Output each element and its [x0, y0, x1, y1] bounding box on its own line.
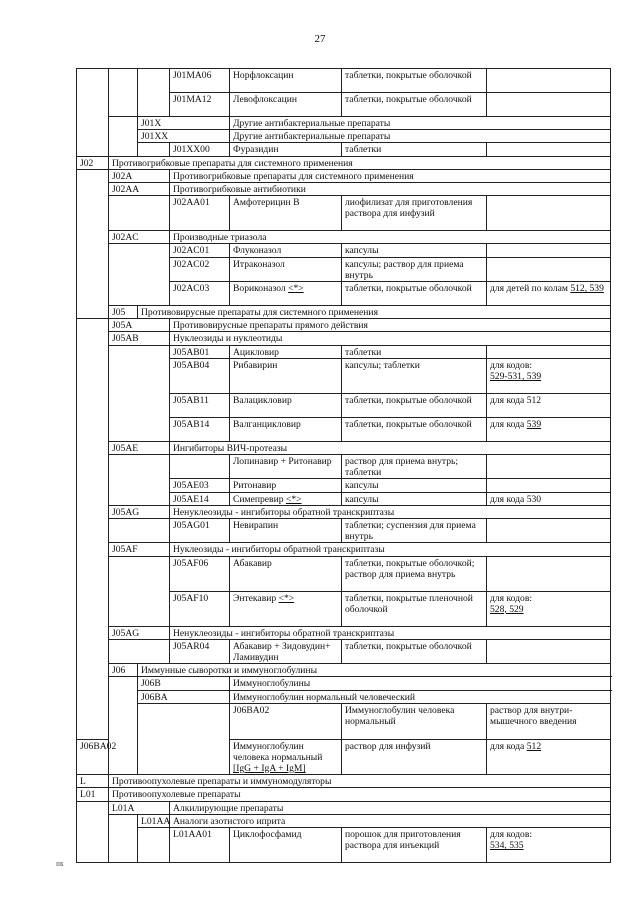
drug-name: Циклофосфамид	[230, 827, 342, 862]
dosage-form: капсулы; раствор для приема внутрь	[342, 257, 487, 281]
table-row	[77, 244, 611, 257]
drug-name: Итраконазол	[230, 257, 342, 281]
atc-code: J02AC01	[170, 244, 230, 257]
drug-name: Невирапин	[230, 519, 342, 543]
drug-table	[76, 68, 611, 863]
table-row	[77, 441, 611, 454]
group-code: J05AG	[109, 505, 170, 518]
atc-code: J05AB04	[170, 358, 230, 393]
level1-cell	[77, 69, 109, 157]
note	[487, 69, 611, 93]
dosage-form: лиофилизат для приготовления раствора для инфузий	[342, 196, 487, 231]
note	[487, 257, 611, 281]
drug-name: Норфлоксацин	[230, 69, 342, 93]
table-row	[77, 231, 611, 244]
dosage-form: таблетки, покрытые оболочкой	[342, 639, 487, 663]
level2-cell	[109, 345, 170, 441]
group-name: Иммуноглобулины	[230, 677, 611, 690]
table-row	[77, 455, 611, 479]
atc-code: J02AA01	[170, 196, 230, 231]
group-code: J02AA	[109, 183, 170, 196]
table-row	[77, 677, 611, 690]
dosage-form: таблетки; суспензия для приема внутрь	[342, 519, 487, 543]
note	[487, 196, 611, 231]
atc-code: J05AF10	[170, 591, 230, 626]
dosage-form: таблетки, покрытые пленочной оболочкой	[342, 591, 487, 626]
footer-mark: ІІБ	[56, 862, 64, 868]
drug-name: Вориконазол <*>	[230, 282, 342, 306]
atc-code: J02AC03	[170, 282, 230, 306]
note: для кодов: 534, 535	[487, 827, 611, 862]
dosage-form: таблетки	[342, 143, 487, 156]
page-number: 27	[314, 33, 326, 45]
group-code: J05AG	[109, 626, 170, 639]
note: для детей по колам 512, 539	[487, 282, 611, 306]
group-code: J02AC	[109, 231, 170, 244]
atc-code	[170, 455, 230, 479]
table-row	[77, 169, 611, 182]
level3-cell	[138, 143, 170, 156]
level1-cell	[77, 801, 109, 862]
group-name: Ненуклеозиды - ингибиторы обратной транскриптазы	[170, 626, 611, 639]
group-name: Другие антибактериальные препараты	[230, 117, 611, 130]
atc-code: J06BA02	[77, 739, 109, 775]
group-code: J05AF	[109, 543, 170, 556]
atc-code: J05AF06	[170, 556, 230, 591]
level3-cell	[138, 827, 170, 862]
drug-name: Абакавир	[230, 556, 342, 591]
group-name: Противогрибковые препараты для системного применения	[109, 156, 611, 169]
group-code: J01XX	[138, 130, 230, 143]
table-row	[77, 306, 611, 319]
group-name: Противовирусные препараты прямого действия	[170, 319, 611, 332]
table-row	[77, 130, 611, 143]
dosage-form: таблетки, покрытые оболочкой	[342, 93, 487, 117]
dosage-form: таблетки, покрытые оболочкой	[342, 417, 487, 441]
level2-cell	[109, 244, 170, 306]
drug-name: Валацикловир	[230, 393, 342, 417]
dosage-form: капсулы	[342, 492, 487, 505]
group-code: J05A	[109, 319, 170, 332]
group-name: Иммуноглобулин нормальный человеческий	[230, 690, 611, 703]
drug-name: Левофлоксацин	[230, 93, 342, 117]
table-row	[77, 788, 611, 801]
level2-cell	[109, 519, 170, 543]
group-code: J06BA	[138, 690, 230, 703]
drug-name: Рибавирин	[230, 358, 342, 393]
table-row	[77, 543, 611, 556]
table-row	[77, 639, 611, 663]
table-row	[77, 143, 611, 156]
atc-code: J05AE14	[170, 492, 230, 505]
drug-name: Фуразидин	[230, 143, 342, 156]
dosage-form: капсулы	[342, 244, 487, 257]
drug-name: Симепревир <*>	[230, 492, 342, 505]
atc-code: J05AG01	[170, 519, 230, 543]
atc-code: J05AB01	[170, 345, 230, 358]
level2-cell	[138, 703, 230, 774]
dosage-form: раствор для инфузий	[342, 739, 487, 775]
drug-name: Флуконазол	[230, 244, 342, 257]
group-name: Нуклеозиды и нуклеотиды	[170, 332, 611, 345]
dosage-form: таблетки, покрытые оболочкой; раствор для приема внутрь	[342, 556, 487, 591]
level2-cell	[109, 556, 170, 626]
table-row	[77, 556, 611, 591]
group-code: J01X	[138, 117, 230, 130]
table-row	[77, 196, 611, 231]
group-name: Противоопухолевые препараты и иммуномодуляторы	[109, 775, 611, 788]
atc-code: J01MA06	[170, 69, 230, 93]
group-name: Противогрибковые антибиотики	[170, 183, 611, 196]
dosage-form: капсулы; таблетки	[342, 358, 487, 393]
atc-code: J05AE03	[170, 479, 230, 492]
table-row	[77, 690, 611, 703]
table-row	[77, 69, 611, 93]
table-row	[77, 664, 611, 677]
drug-name: Иммуноглобулин человека нормальный [IgG + IgA + IgM]	[230, 739, 342, 775]
group-code: J05AB	[109, 332, 170, 345]
group-name: Нуклеозиды - ингибиторы обратной транскриптазы	[170, 543, 611, 556]
drug-name: Лопинавир + Ритонавир	[230, 455, 342, 479]
group-code: J05	[109, 306, 138, 319]
level1-cell	[77, 319, 109, 739]
atc-code: J01XX00	[170, 143, 230, 156]
table-row	[77, 827, 611, 862]
level2-cell	[109, 455, 170, 506]
drug-name: Ритонавир	[230, 479, 342, 492]
group-code: J02	[77, 156, 109, 169]
drug-name: Амфотерицин В	[230, 196, 342, 231]
group-name: Иммунные сыворотки и иммуноглобулины	[138, 664, 611, 677]
drug-name: Абакавир + Зидовудин+ Ламивудин	[230, 639, 342, 663]
note: для кодов: 529-531, 539	[487, 358, 611, 393]
level2-cell	[109, 639, 170, 663]
drug-name: Энтекавир <*>	[230, 591, 342, 626]
atc-code: J05AB14	[170, 417, 230, 441]
dosage-form: капсулы	[342, 479, 487, 492]
group-name: Противовирусные препараты для системного применения	[138, 306, 611, 319]
note	[487, 519, 611, 543]
atc-code: J02AC02	[170, 257, 230, 281]
group-name: Алкилирующие препараты	[170, 801, 611, 814]
group-name: Ненуклеозиды - ингибиторы обратной транскриптазы	[170, 505, 611, 518]
level1-cell	[109, 677, 138, 775]
group-name: Противогрибковые препараты для системного применения	[170, 169, 611, 182]
table-row	[77, 703, 611, 739]
level2-cell	[109, 814, 138, 862]
group-code: J05AE	[109, 441, 170, 454]
group-name: Ингибиторы ВИЧ-протеазы	[170, 441, 611, 454]
note: для кода 539	[487, 417, 611, 441]
group-code: L	[77, 775, 109, 788]
table-row	[77, 775, 611, 788]
group-name: Аналоги азотистого иприта	[170, 814, 611, 827]
atc-code: J06BA02	[230, 703, 342, 739]
drug-name: Ацикловир	[230, 345, 342, 358]
note	[487, 244, 611, 257]
atc-code: J05AR04	[170, 639, 230, 663]
table-row	[77, 626, 611, 639]
table-row	[77, 117, 611, 130]
atc-code: L01AA01	[170, 827, 230, 862]
atc-code: J05AB11	[170, 393, 230, 417]
group-name: Производные триазола	[170, 231, 611, 244]
note	[487, 143, 611, 156]
table-row	[77, 332, 611, 345]
dosage-form: раствор для приема внутрь; таблетки	[342, 455, 487, 479]
dosage-form: таблетки, покрытые оболочкой	[342, 393, 487, 417]
drug-name: Валганцикловир	[230, 417, 342, 441]
table-row	[77, 801, 611, 814]
atc-code: J01MA12	[170, 93, 230, 117]
group-code: J02A	[109, 169, 170, 182]
group-code: L01	[77, 788, 109, 801]
note	[487, 479, 611, 492]
note	[487, 345, 611, 358]
group-name: Противоопухолевые препараты	[109, 788, 611, 801]
note	[487, 639, 611, 663]
table-row	[77, 814, 611, 827]
note: для кода 530	[487, 492, 611, 505]
group-code: L01A	[109, 801, 170, 814]
note	[487, 455, 611, 479]
note	[487, 556, 611, 591]
level2-cell	[109, 69, 138, 117]
table-row	[77, 156, 611, 169]
table-row	[77, 319, 611, 332]
note: для кода 512	[487, 739, 611, 775]
table-row	[77, 183, 611, 196]
dosage-form: таблетки, покрытые оболочкой	[342, 69, 487, 93]
level1-cell	[77, 169, 109, 318]
table-row	[77, 345, 611, 358]
group-code: J06B	[138, 677, 230, 690]
table-row	[77, 519, 611, 543]
level3-cell	[138, 69, 170, 117]
note	[487, 93, 611, 117]
note: для кодов: 528, 529	[487, 591, 611, 626]
group-code: J06	[109, 664, 138, 677]
dosage-form: таблетки, покрытые оболочкой	[342, 282, 487, 306]
table-row	[77, 505, 611, 518]
dosage-form: раствор для внутри-мышечного введения	[487, 703, 611, 739]
note: для кода 512	[487, 393, 611, 417]
dosage-form: таблетки	[342, 345, 487, 358]
level2-cell	[109, 117, 138, 157]
group-name: Другие антибактериальные препараты	[230, 130, 611, 143]
drug-name: Иммуноглобулин человека нормальный	[342, 703, 487, 739]
group-code: L01AA	[138, 814, 170, 827]
level2-cell	[109, 196, 170, 231]
dosage-form: порошок для приготовления раствора для инъекций	[342, 827, 487, 862]
